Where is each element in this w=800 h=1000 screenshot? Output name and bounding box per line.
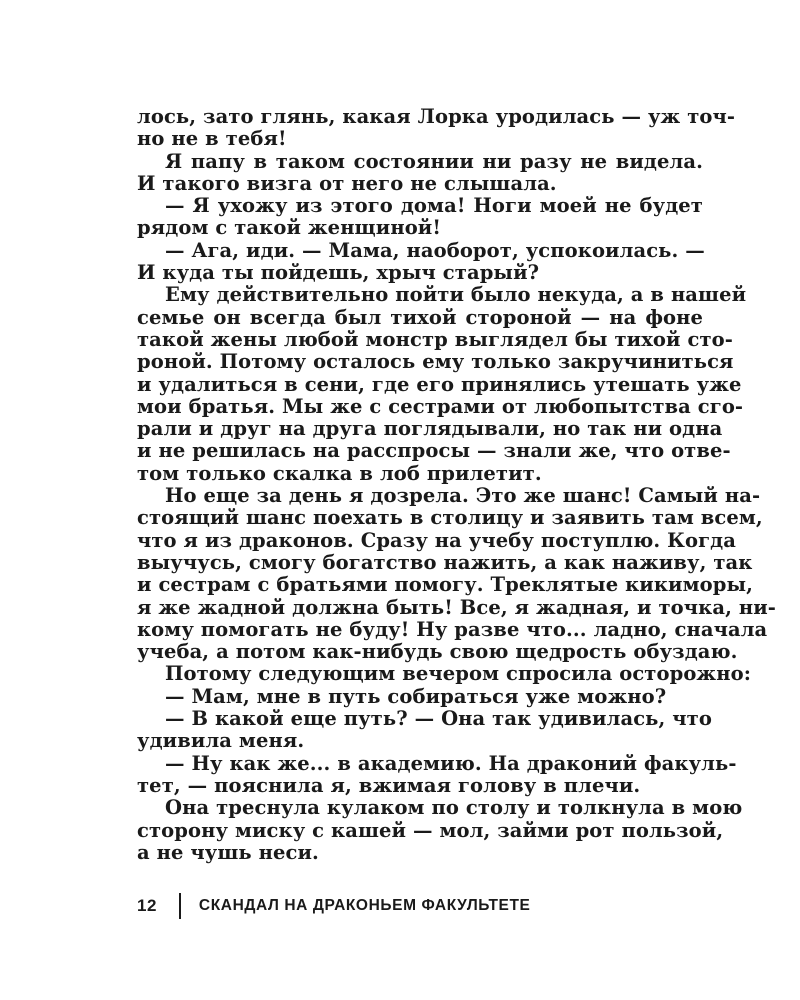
- text-line: и сестрам с братьями помогу. Треклятые кикиморы,: [137, 573, 753, 597]
- text-line: — Я ухожу из этого дома! Ноги моей не будет: [165, 194, 703, 218]
- text-line: И куда ты пойдешь, хрыч старый?: [137, 261, 540, 285]
- footer-divider: [179, 893, 181, 919]
- text-line: стоящий шанс поехать в столицу и заявить там всем,: [137, 506, 763, 530]
- running-title: СКАНДАЛ НА ДРАКОНЬЕМ ФАКУЛЬТЕТЕ: [198, 897, 531, 914]
- text-line: учеба, а потом как-нибудь свою щедрость обуздаю.: [137, 640, 738, 664]
- text-line: — Ну как же... в академию. На драконий факуль-: [165, 751, 737, 775]
- text-line: и удалиться в сени, где его принялись утешать уже: [137, 372, 742, 396]
- text-line: рали и друг на друга поглядывали, но так ни одна: [137, 417, 723, 441]
- text-line: Но еще за день я дозрела. Это же шанс! Самый на-: [165, 484, 761, 508]
- text-line: такой жены любой монстр выглядел бы тихой сто-: [137, 327, 733, 351]
- text-line: кому помогать не буду! Ну разве что... ладно, сначала: [137, 617, 768, 641]
- text-line: — Ага, иди. — Мама, наоборот, успокоилась. —: [165, 238, 705, 262]
- text-line: но не в тебя!: [137, 127, 287, 151]
- page-footer: [137, 893, 530, 919]
- text-line: что я из драконов. Сразу на учебу поступлю. Когда: [137, 528, 736, 552]
- text-line: сторону миску с кашей — мол, займи рот пользой,: [137, 818, 724, 842]
- page-number: 12: [137, 896, 157, 915]
- text-line: выучусь, смогу богатство нажить, а как наживу, так: [137, 550, 753, 574]
- text-line: Я папу в таком состоянии ни разу не видела.: [165, 149, 703, 173]
- text-line: я же жадной должна быть! Все, я жадная, и точка, ни-: [137, 595, 776, 619]
- text-line: мои братья. Мы же с сестрами от любопытства сго-: [137, 394, 744, 418]
- text-line: Ему действительно пойти было некуда, а в нашей: [165, 283, 747, 307]
- text-line: и не решилась на расспросы — знали же, что отве-: [137, 439, 731, 463]
- text-line: роной. Потому осталось ему только закручиниться: [137, 350, 734, 374]
- text-line: Она треснула кулаком по столу и толкнула в мою: [165, 796, 743, 820]
- text-line: И такого визга от него не слышала.: [137, 171, 557, 195]
- text-line: лось, зато глянь, какая Лорка уродилась — уж точ-: [137, 105, 736, 128]
- text-line: том только скалка в лоб прилетит.: [137, 461, 542, 485]
- text-line: Потому следующим вечером спросила осторожно:: [165, 662, 751, 686]
- text-line: — В какой еще путь? — Она так удивилась, что: [165, 707, 712, 731]
- body-text: [137, 105, 776, 864]
- text-line: а не чушь неси.: [137, 840, 319, 864]
- text-line: тет, — пояснила я, вжимая голову в плечи.: [137, 773, 641, 797]
- text-line: удивила меня.: [137, 729, 305, 753]
- text-line: рядом с такой женщиной!: [137, 216, 442, 240]
- text-line: — Мам, мне в путь собираться уже можно?: [165, 684, 667, 708]
- text-line: семье он всегда был тихой стороной — на фоне: [137, 305, 703, 329]
